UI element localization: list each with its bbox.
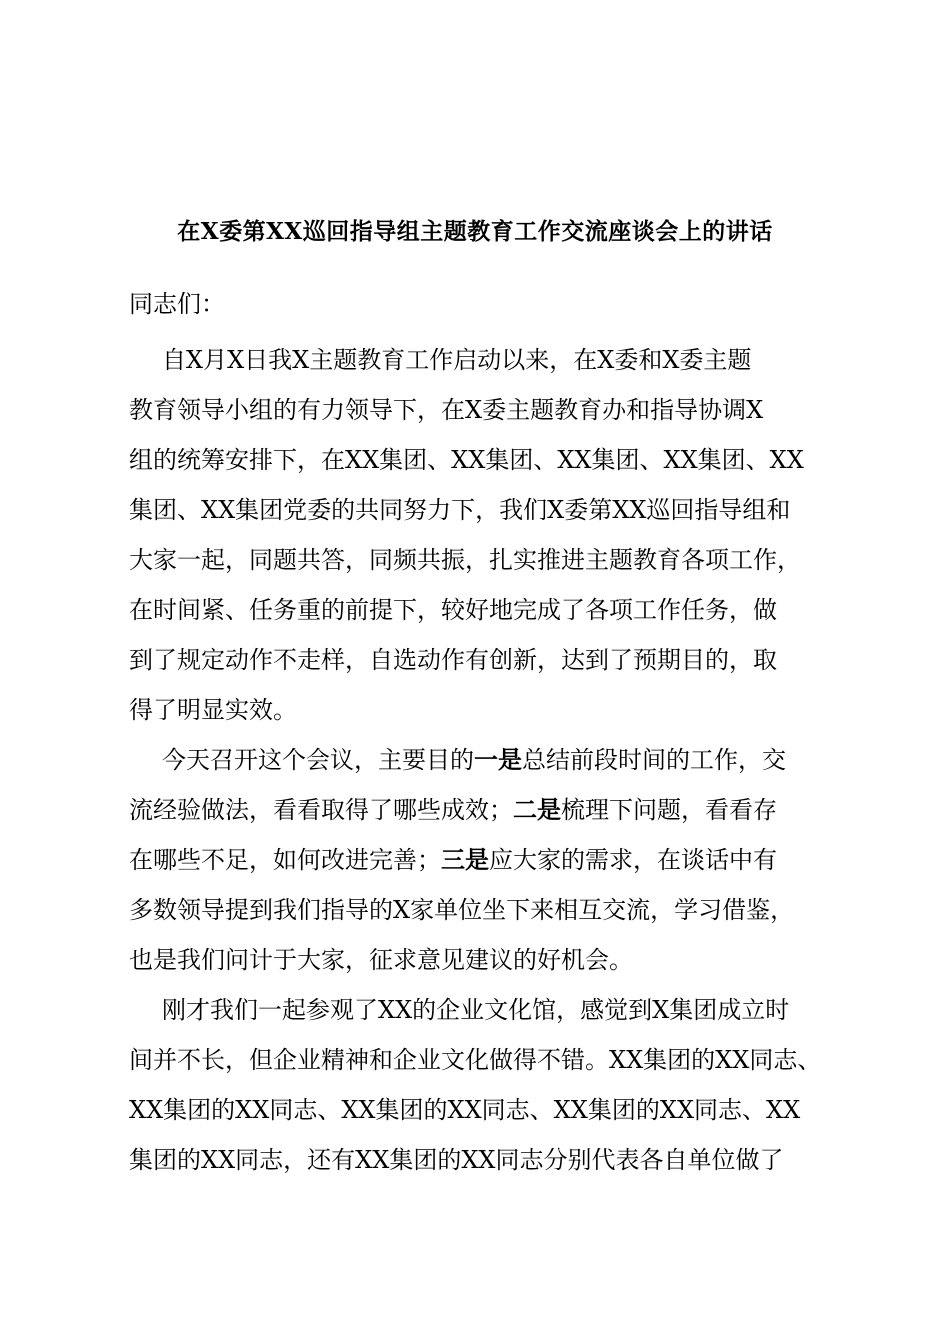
text-line: XX集团的XX同志、XX集团的XX同志、XX集团的XX同志、XX [129, 1096, 801, 1124]
text-line [129, 835, 835, 885]
paragraph-3 [129, 985, 835, 1185]
document-body [129, 335, 835, 1185]
text-line: 多数领导提到我们指导的X家单位坐下来相互交流，学习借鉴， [129, 896, 795, 924]
text-line: 得了明显实效。 [129, 696, 297, 724]
keyword-first: 一是 [474, 745, 522, 774]
text-line [129, 735, 835, 785]
text-line: 集团的XX同志，还有XX集团的XX同志分别代表各自单位做了 [129, 1146, 784, 1174]
text-line: 间并不长，但企业精神和企业文化做得不错。XX集团的XX同志、 [129, 1046, 822, 1074]
text-line: 也是我们问计于大家，征求意见建议的好机会。 [129, 946, 633, 974]
text-segment: 今天召开这个会议，主要目的 [162, 746, 474, 774]
text-line: 集团、XX集团党委的共同努力下，我们X委第XX巡回指导组和 [129, 496, 791, 524]
paragraph-1 [129, 335, 835, 735]
text-segment: 流经验做法，看看取得了哪些成效； [129, 796, 513, 824]
text-line: 自X月X日我X主题教育工作启动以来，在X委和X委主题 [162, 346, 752, 374]
document-title: 在X委第XX巡回指导组主题教育工作交流座谈会上的讲话 [177, 218, 773, 245]
text-segment: 总结前段时间的工作，交 [522, 746, 786, 774]
text-line: 在时间紧、任务重的前提下，较好地完成了各项工作任务，做 [129, 596, 777, 624]
text-segment: 应大家的需求，在谈话中有 [489, 846, 777, 874]
text-segment: 在哪些不足，如何改进完善； [129, 846, 441, 874]
text-line [129, 785, 835, 835]
paragraph-2 [129, 735, 835, 985]
text-line: 教育领导小组的有力领导下，在X委主题教育办和指导协调X [129, 396, 764, 424]
keyword-third: 三是 [441, 845, 489, 874]
keyword-second: 二是 [513, 795, 561, 824]
text-segment: 梳理下问题，看看存 [561, 796, 777, 824]
text-line: 到了规定动作不走样，自选动作有创新，达到了预期目的，取 [129, 646, 777, 674]
salutation: 同志们： [129, 290, 225, 318]
text-line: 大家一起，同题共答，同频共振，扎实推进主题教育各项工作， [129, 546, 801, 574]
text-line: 组的统筹安排下，在XX集团、XX集团、XX集团、XX集团、XX [129, 446, 804, 474]
text-line: 刚才我们一起参观了XX的企业文化馆，感觉到X集团成立时 [162, 996, 790, 1024]
